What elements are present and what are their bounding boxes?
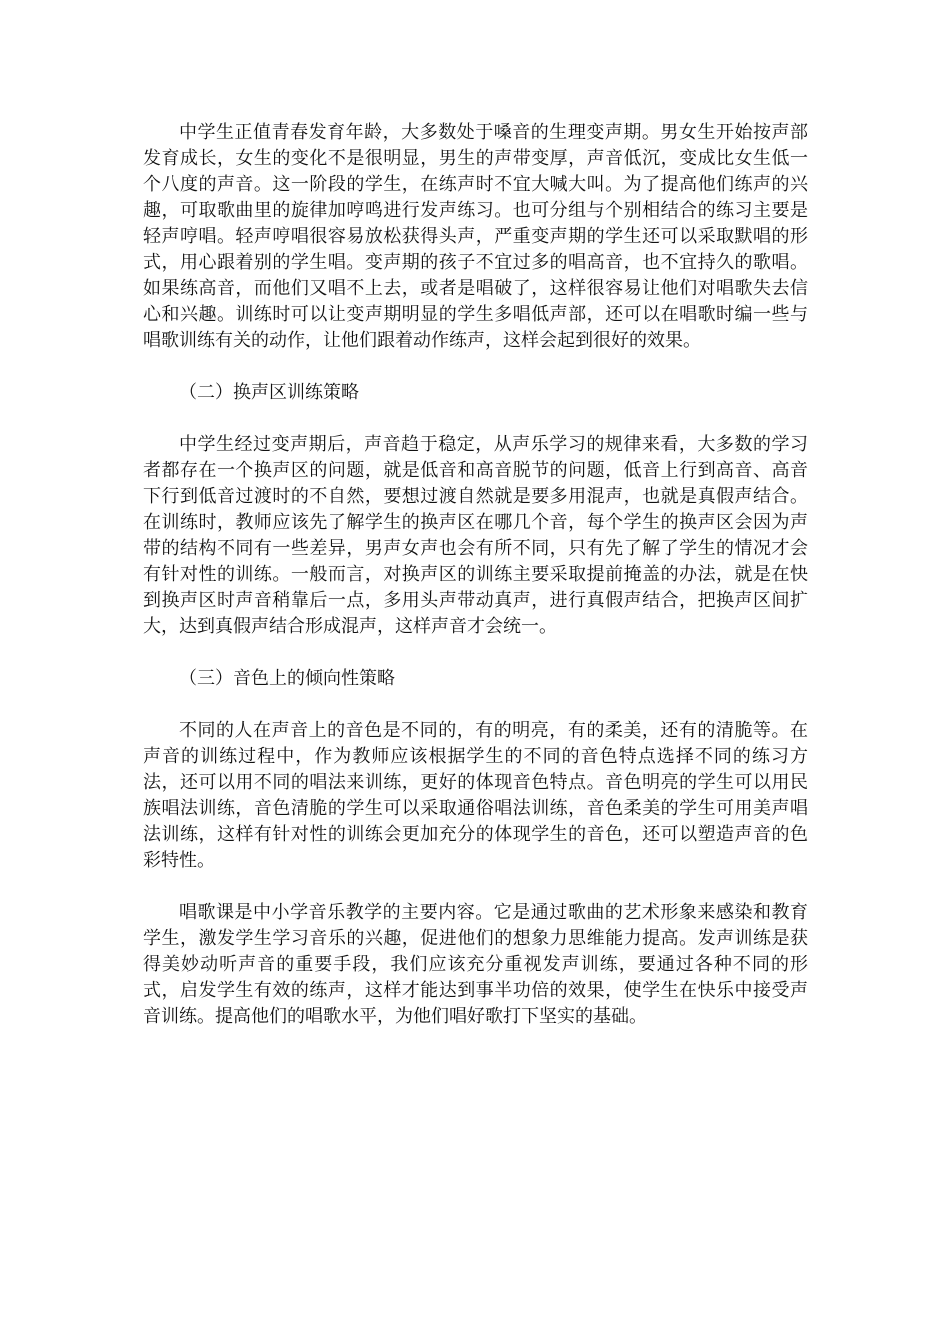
section-heading-register-transition: （二）换声区训练策略 <box>179 382 359 403</box>
section-heading-timbre: （三）音色上的倾向性策略 <box>179 668 395 689</box>
paragraph-register-transition: 中学生经过变声期后，声音趋于稳定，从声乐学习的规律来看，大多数的学习者都存在一个换声区的问题，就是低音和高音脱节的问题，低音上行到高音、高音下行到低音过渡时的不自然，要想过渡自然就是要多用混声，也就是真假声结合。在训练时，教师应该先了解学生的换声区在哪几个音，每个学生的换声区会因为声带的结构不同有一些差异，男声女声也会有所不同，只有先了解了学生的情况才会有针对性的训练。一般而言，对换声区的训练主要采取提前掩盖的办法，就是在快到换声区时声音稍靠后一点，多用头声带动真声，进行真假声结合，把换声区间扩大，达到真假声结合形成混声，这样声音才会统一。 <box>143 434 808 637</box>
paragraph-conclusion: 唱歌课是中小学音乐教学的主要内容。它是通过歌曲的艺术形象来感染和教育学生，激发学生学习音乐的兴趣，促进他们的想象力思维能力提高。发声训练是获得美妙动听声音的重要手段，我们应该充分重视发声训练，要通过各种不同的形式，启发学生有效的练声，这样才能达到事半功倍的效果，使学生在快乐中接受声音训练。提高他们的唱歌水平，为他们唱好歌打下坚实的基础。 <box>143 902 808 1027</box>
paragraph-timbre: 不同的人在声音上的音色是不同的，有的明亮，有的柔美，还有的清脆等。在声音的训练过程中，作为教师应该根据学生的不同的音色特点选择不同的练习方法，还可以用不同的唱法来训练，更好的体现音色特点。音色明亮的学生可以用民族唱法训练，音色清脆的学生可以采取通俗唱法训练，音色柔美的学生可用美声唱法训练，这样有针对性的训练会更加充分的体现学生的音色，还可以塑造声音的色彩特性。 <box>143 720 808 871</box>
paragraph-voice-change: 中学生正值青春发育年龄，大多数处于嗓音的生理变声期。男女生开始按声部发育成长，女生的变化不是很明显，男生的声带变厚，声音低沉，变成比女生低一个八度的声音。这一阶段的学生，在练声时不宜大喊大叫。为了提高他们练声的兴趣，可取歌曲里的旋律加哼鸣进行发声练习。也可分组与个别相结合的练习主要是轻声哼唱。轻声哼唱很容易放松获得头声，严重变声期的学生还可以采取默唱的形式，用心跟着别的学生唱。变声期的孩子不宜过多的唱高音，也不宜持久的歌唱。如果练高音，而他们又唱不上去，或者是唱破了，这样很容易让他们对唱歌失去信心和兴趣。训练时可以让变声期明显的学生多唱低声部，还可以在唱歌时编一些与唱歌训练有关的动作，让他们跟着动作练声，这样会起到很好的效果。 <box>143 122 808 351</box>
document-body <box>143 120 808 1056</box>
